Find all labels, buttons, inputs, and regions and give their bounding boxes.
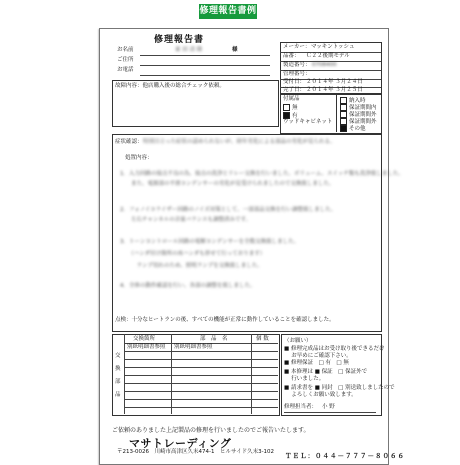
completed-label: 完了日： <box>283 87 306 93</box>
maker-value: マッキントッシュ <box>311 44 355 50</box>
table-row-line <box>124 383 278 384</box>
row1-location: 別紙明細書参照 <box>127 344 166 350</box>
option-label: 納入時 <box>349 98 366 104</box>
address-label: ご住所 <box>117 57 134 63</box>
checkbox-icon <box>340 118 347 125</box>
note-line: お早めにご確認下さい。 <box>284 353 352 359</box>
procedure-item: 4．全体の動作確認を行い、各部の調整を致しました。 <box>120 283 256 289</box>
option-label: 保証期間外 <box>349 119 377 125</box>
staff-value: 小 野 <box>322 404 335 410</box>
procedure-item: （ハンダ付け箇所の再ハンダも併せて行っております） <box>120 251 266 257</box>
row1-name: 別紙明細書参照 <box>174 344 213 350</box>
model-label: 品番： <box>283 53 300 59</box>
wood-cabinet: ウッドキャビネット <box>283 119 333 125</box>
procedure-label: 処置内容： <box>125 155 153 161</box>
name-label: お名前 <box>117 47 134 53</box>
checkbox-checked-icon <box>283 112 290 119</box>
note-line: よろしくお願い致します。 <box>284 392 357 398</box>
options-column <box>336 94 381 132</box>
model-value: Ｃ２２後期モデル <box>306 53 350 59</box>
divider <box>280 70 381 71</box>
completed-value: ２０１４年 ３月２５日 <box>306 87 363 93</box>
col-qty: 個 数 <box>256 336 269 342</box>
symptom-label: 症状確認： <box>115 139 143 145</box>
accessories-none-label: 無 <box>292 105 298 111</box>
phone-label: お電話 <box>117 67 134 73</box>
accessories-none <box>283 104 298 112</box>
table-divider <box>124 334 125 414</box>
fault-text: 故障内容：他店購入後の総合チェック依頼。 <box>115 83 225 89</box>
option-label: 保証期間外 <box>349 112 377 118</box>
note-line: ■ 修理保証 □ 有 □ 無 <box>284 360 349 366</box>
company-name: マサトレーディング <box>129 437 232 450</box>
name-value: 東 田 清 隆 <box>175 47 203 53</box>
accessories-yes-label: 有 <box>292 113 298 119</box>
option-label: 保証期間内 <box>349 105 377 111</box>
divider <box>280 52 381 53</box>
name-line <box>140 55 270 56</box>
procedure-item: ランプ切れのため、照明ランプを交換致しました。 <box>120 263 263 269</box>
checkbox-icon <box>340 97 347 104</box>
option-5 <box>340 125 366 133</box>
address-line <box>140 65 270 66</box>
main-content-box <box>112 134 382 332</box>
procedure-item: 左右チャンネルの音量バランスも調整済みです。 <box>120 217 252 223</box>
serial-label: 製造番号： <box>283 62 311 68</box>
phone-line <box>140 75 270 76</box>
divider <box>280 61 381 62</box>
procedure-item: また、電源部の平滑コンデンサーの劣化が見受けられましたので交換致しました。 <box>120 181 335 187</box>
procedure-item: 2．フォノイコライザー回路のノイズ対策として、一部部品交換を行い調整致しました。 <box>120 207 337 213</box>
parts-side-label: 交 換 部 品 <box>115 353 121 398</box>
table-row-line <box>124 367 278 368</box>
procedure-item: 1．入力回路の接点不良の為、接点の洗浄とリレー交換を行いました。ボリューム、スイッチ類も洗浄致しました。 <box>120 171 404 177</box>
table-divider <box>251 334 252 414</box>
checkbox-icon <box>283 104 290 111</box>
company-address: 〒213-0026 川崎市高津区久末474-1 ヒルサイド久末3-102 <box>117 449 275 455</box>
received-label: 受付日： <box>283 79 306 85</box>
staff-label: 修理担当者： <box>284 404 318 410</box>
staff-line <box>284 412 376 413</box>
table-row-line <box>124 407 278 408</box>
mgmt-label: 管理番号： <box>283 71 311 77</box>
checkbox-icon <box>340 104 347 111</box>
check-note: 点検：十分なヒートランの後、すべての機能が正常に動作していることを確認しました。 <box>115 317 335 323</box>
footer-message: ご依頼のありました上記製品の修理を行いましたのでご報告いたします。 <box>112 427 310 434</box>
table-row-line <box>124 359 278 360</box>
option-label: その他 <box>349 126 366 132</box>
table-row-line <box>124 375 278 376</box>
received-value: ２０１４年 ３月２４日 <box>306 79 363 85</box>
checkbox-checked-icon <box>340 125 347 132</box>
maker-label: メーカー： <box>283 44 311 50</box>
note-line: ■ 修理完成品はお受け取り後できるだけ <box>284 346 385 352</box>
note-line: 行いました。 <box>284 376 325 382</box>
page-title: 修理報告書 <box>154 35 205 45</box>
honorific: 様 <box>232 47 238 53</box>
table-row-line <box>124 391 278 392</box>
table-row-line <box>124 399 278 400</box>
symptom-text: 特別目立った症状の認められないが、経年劣化による部品の劣化が見られる。 <box>143 139 336 145</box>
serial-value: 0708400 <box>312 62 337 68</box>
note-line: ■ 請求書を ■ 同封 □ 別送致しましたので <box>284 385 395 391</box>
checkbox-icon <box>340 111 347 118</box>
note-line: ■ 本修理は ■ 保証 □ 保証外で <box>284 369 368 375</box>
procedure-item: 3．トーンコントロール回路の電解コンデンサーを全数交換致しました。 <box>120 239 300 245</box>
table-row-line <box>124 351 278 352</box>
col-location: 交換箇所 <box>133 336 156 342</box>
company-tel: ＴＥＬ：０４４－７７７－８０６６ <box>285 452 405 460</box>
notes-title: （お願い） <box>284 338 312 344</box>
accessories-label: 付属品 <box>283 96 300 102</box>
col-name: 部 品 名 <box>200 336 228 342</box>
table-divider <box>171 334 172 414</box>
example-badge: 修理報告書例 <box>199 4 257 19</box>
